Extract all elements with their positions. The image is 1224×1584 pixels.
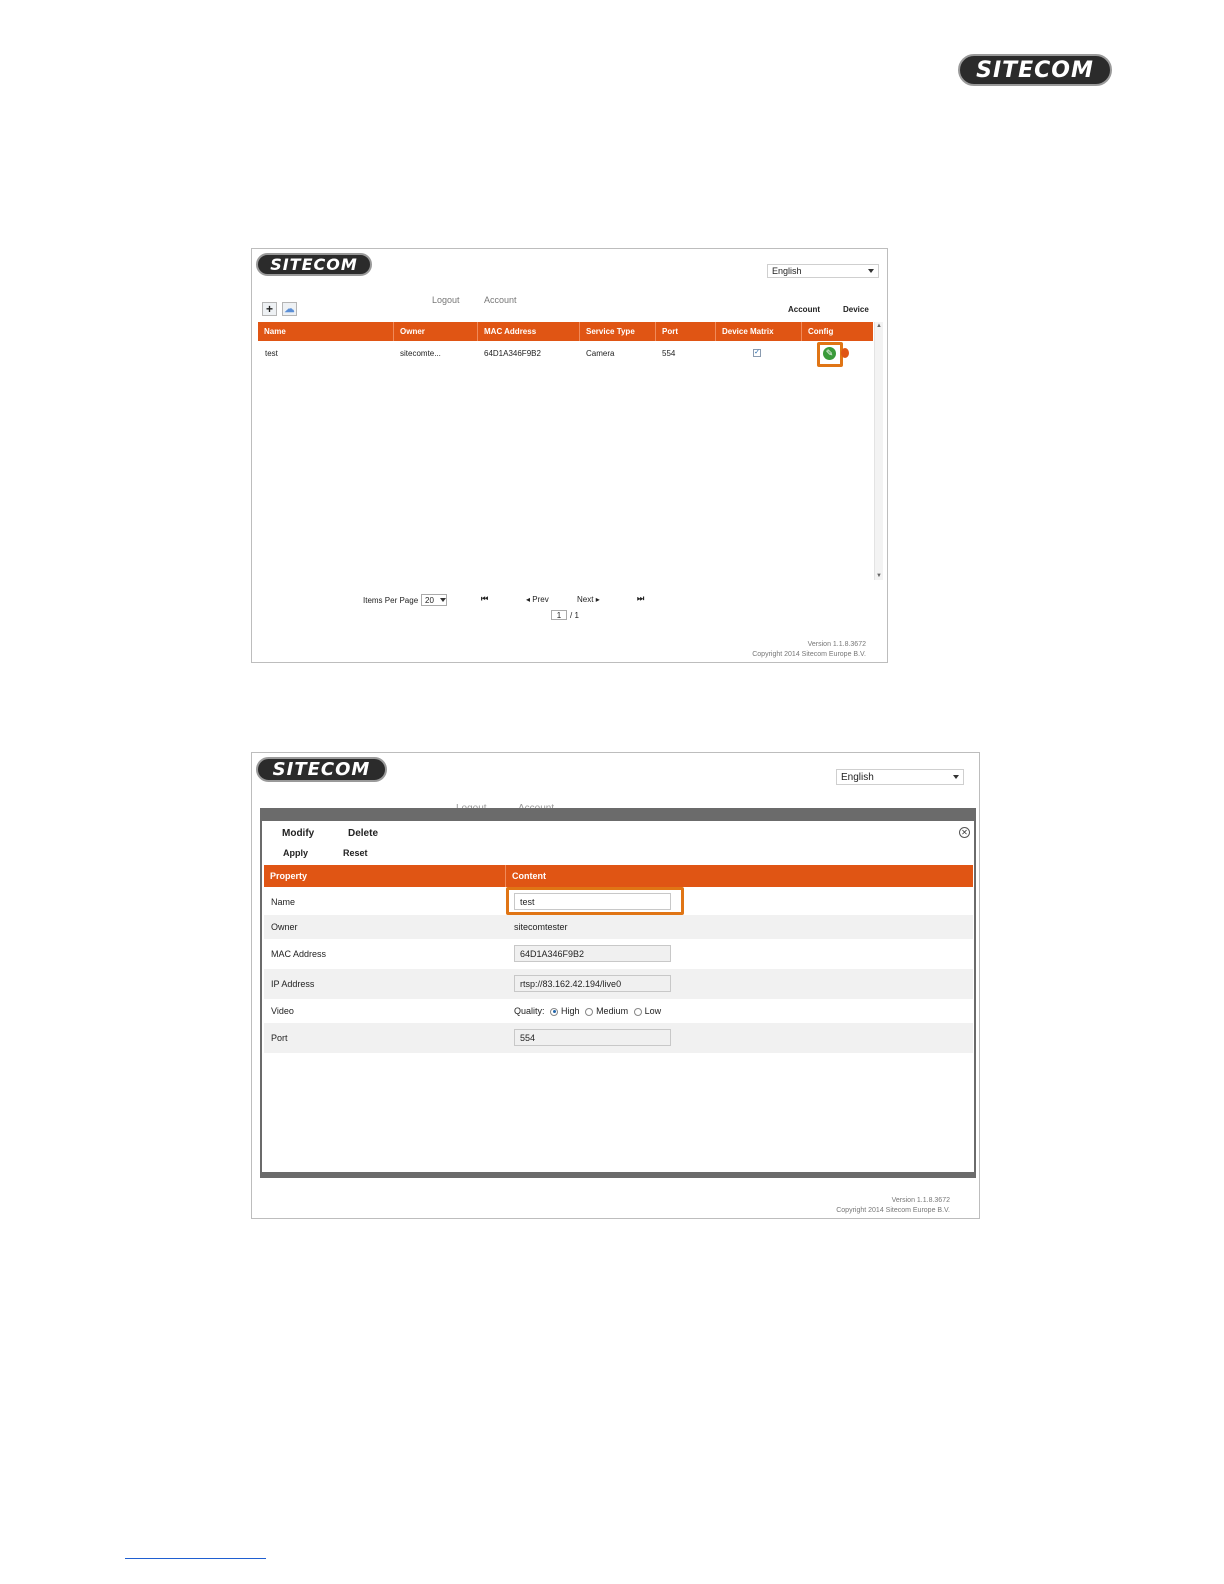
account-link[interactable]: Account	[484, 295, 517, 305]
sitecom-logo	[958, 54, 1112, 86]
col-name[interactable]: Name	[258, 322, 394, 341]
version-text: Version 1.1.8.3672	[807, 641, 866, 648]
page-input[interactable]: 1	[551, 610, 567, 620]
app-logo	[256, 253, 372, 276]
col-device-matrix[interactable]: Device Matrix	[716, 322, 802, 341]
scroll-up-icon[interactable]: ▲	[876, 323, 882, 329]
property-table-header	[264, 865, 973, 887]
owner-value: sitecomtester	[514, 922, 568, 932]
items-per-page-value: 20	[425, 595, 434, 605]
row-owner: sitecomte...	[400, 349, 441, 358]
language-select[interactable]	[767, 264, 879, 278]
quality-medium-radio[interactable]	[585, 1008, 593, 1016]
cloud-icon: ☁	[284, 303, 295, 315]
row-service: Camera	[586, 349, 615, 358]
port-field[interactable]: 554	[514, 1029, 671, 1046]
col-owner[interactable]: Owner	[394, 322, 478, 341]
row-port: 554	[662, 349, 676, 358]
table-scrollbar[interactable]	[874, 322, 883, 580]
ip-label: IP Address	[271, 979, 315, 989]
quality-high-radio[interactable]	[550, 1008, 558, 1016]
apply-button[interactable]: Apply	[283, 848, 309, 858]
col-mac[interactable]: MAC Address	[478, 322, 580, 341]
next-arrow-icon: ▸	[595, 595, 600, 604]
delete-button[interactable]: Delete	[348, 828, 379, 839]
property-table	[264, 865, 973, 1055]
tab-account[interactable]: Account	[788, 305, 820, 314]
owner-label: Owner	[271, 922, 298, 932]
row-owner	[264, 915, 973, 939]
language-value: English	[772, 266, 802, 276]
chevron-down-icon	[868, 269, 874, 273]
col-content: Content	[512, 871, 546, 881]
close-icon[interactable]: ✕	[959, 827, 970, 838]
plus-icon: +	[265, 302, 273, 316]
page-footer-link-underline	[125, 1558, 266, 1559]
mac-label: MAC Address	[271, 949, 327, 959]
quality-label: Quality:	[514, 1006, 545, 1016]
quality-high-label: High	[561, 1006, 580, 1016]
port-label: Port	[271, 1033, 288, 1043]
prev-label: Prev	[532, 595, 549, 604]
mac-field: 64D1A346F9B2	[514, 945, 671, 962]
scroll-down-icon[interactable]: ▼	[876, 573, 882, 579]
logout-link[interactable]: Logout	[432, 295, 460, 305]
copyright-text: Copyright 2014 Sitecom Europe B.V.	[752, 651, 866, 658]
quality-medium-label: Medium	[596, 1006, 629, 1016]
ip-field: rtsp://83.162.42.194/live0	[514, 975, 671, 992]
name-label: Name	[271, 897, 296, 907]
chevron-down-icon	[953, 775, 959, 779]
tab-device[interactable]: Device	[843, 305, 869, 314]
app-logo-text: SITECOM	[272, 759, 371, 780]
row-name: test	[265, 349, 278, 358]
items-per-page-label: Items Per Page	[363, 596, 419, 605]
modify-button[interactable]: Modify	[282, 828, 315, 839]
reset-button[interactable]: Reset	[343, 848, 368, 858]
first-page-icon[interactable]: ⏮	[481, 594, 489, 603]
dialog-title-bar	[262, 810, 974, 821]
video-label: Video	[271, 1006, 294, 1016]
screenshot-device-list	[251, 248, 888, 663]
prev-page-button[interactable]	[526, 595, 549, 604]
quality-low-label: Low	[644, 1006, 662, 1016]
edit-device-dialog	[260, 808, 976, 1178]
version-text: Version 1.1.8.3672	[891, 1197, 950, 1204]
footer	[730, 1196, 950, 1216]
language-value: English	[841, 771, 874, 783]
app-logo-text: SITECOM	[270, 255, 358, 274]
quality-low-radio[interactable]	[634, 1008, 642, 1016]
chevron-down-icon	[440, 598, 446, 602]
copyright-text: Copyright 2014 Sitecom Europe B.V.	[836, 1207, 950, 1214]
cloud-button[interactable]	[282, 302, 297, 316]
screenshot-device-edit	[251, 752, 980, 1219]
row-video	[264, 999, 973, 1023]
device-matrix-checkbox[interactable]: ✓	[754, 349, 760, 356]
name-input[interactable]: test	[514, 893, 671, 910]
items-per-page-select[interactable]	[421, 594, 447, 606]
next-label: Next	[577, 595, 594, 604]
dialog-bottom-bar	[262, 1172, 974, 1176]
app-logo	[256, 757, 387, 782]
prev-arrow-icon: ◂	[526, 595, 531, 604]
next-page-button[interactable]	[577, 595, 600, 604]
col-port[interactable]: Port	[656, 322, 716, 341]
delete-config-icon[interactable]	[841, 348, 849, 358]
col-config[interactable]: Config	[808, 327, 834, 336]
col-property: Property	[264, 865, 506, 887]
name-highlight	[506, 887, 684, 915]
col-service-type[interactable]: Service Type	[580, 322, 656, 341]
edit-config-icon[interactable]: ✎	[823, 347, 836, 360]
language-select[interactable]	[836, 769, 964, 785]
table-header	[258, 322, 873, 341]
row-mac: 64D1A346F9B2	[484, 349, 541, 358]
quality-group	[514, 1006, 661, 1016]
add-device-button[interactable]	[262, 302, 277, 316]
last-page-icon[interactable]: ⏭	[637, 594, 645, 603]
logo-text: SITECOM	[976, 57, 1094, 83]
footer	[666, 640, 866, 660]
page-total: / 1	[570, 611, 579, 620]
